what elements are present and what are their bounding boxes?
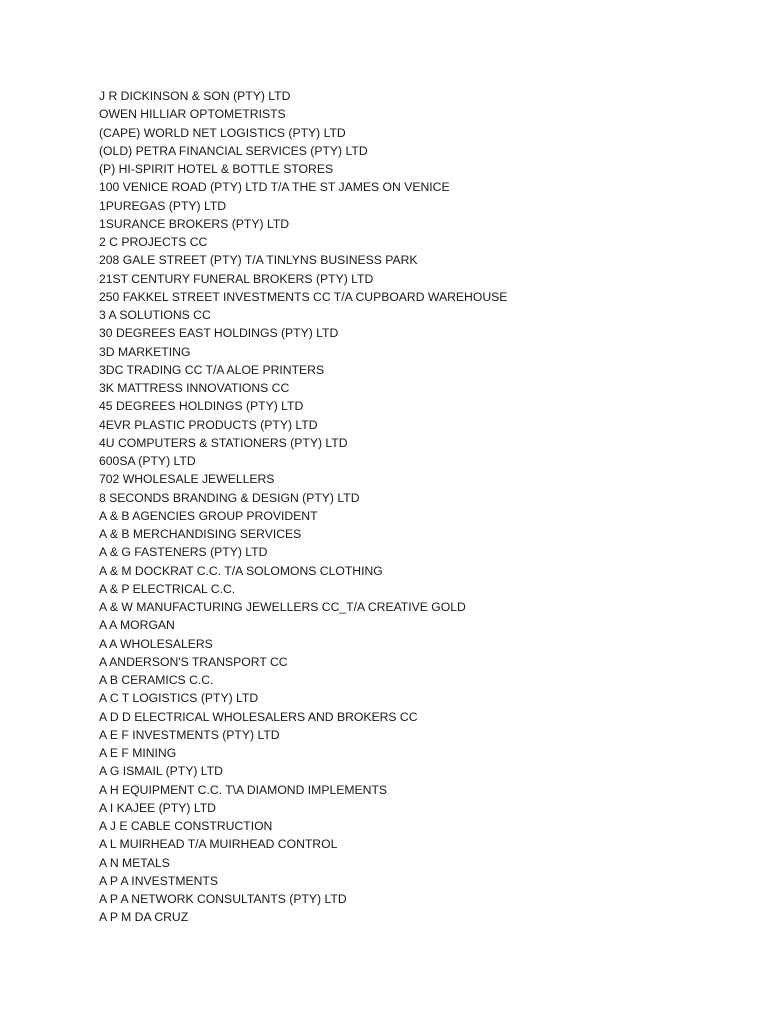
company-list-item: A & M DOCKRAT C.C. T/A SOLOMONS CLOTHING xyxy=(99,563,383,578)
company-list-item: A P A INVESTMENTS xyxy=(99,873,218,888)
company-list-item: 2 C PROJECTS CC xyxy=(99,235,208,249)
company-list-item: A A WHOLESALERS xyxy=(99,636,213,651)
company-list-item: 45 DEGREES HOLDINGS (PTY) LTD xyxy=(99,399,304,414)
company-list-item: 702 WHOLESALE JEWELLERS xyxy=(99,472,275,487)
company-list-item: A E F MINING xyxy=(99,746,177,760)
company-list-item: 3DC TRADING CC T/A ALOE PRINTERS xyxy=(99,362,325,377)
company-list-item: 3D MARKETING xyxy=(99,344,191,359)
company-list-item: (CAPE) WORLD NET LOGISTICS (PTY) LTD xyxy=(99,125,346,140)
company-list-item: A & B AGENCIES GROUP PROVIDENT xyxy=(99,508,318,523)
company-list-item: A J E CABLE CONSTRUCTION xyxy=(99,819,273,833)
company-list-item: A & B MERCHANDISING SERVICES xyxy=(99,527,302,541)
company-list-item: 30 DEGREES EAST HOLDINGS (PTY) LTD xyxy=(99,326,339,341)
company-list-item: A P M DA CRUZ xyxy=(99,910,189,925)
company-list-item: J R DICKINSON & SON (PTY) LTD xyxy=(99,89,291,103)
company-list-item: 4EVR PLASTIC PRODUCTS (PTY) LTD xyxy=(99,417,318,432)
company-list-item: 4U COMPUTERS & STATIONERS (PTY) LTD xyxy=(99,435,348,450)
company-list-item: 208 GALE STREET (PTY) T/A TINLYNS BUSINESS PARK xyxy=(99,253,418,268)
company-list-item: A & W MANUFACTURING JEWELLERS CC_T/A CREATIVE GOLD xyxy=(99,600,466,614)
company-list-item: A L MUIRHEAD T/A MUIRHEAD CONTROL xyxy=(99,837,338,852)
company-list xyxy=(99,87,507,927)
company-list-item: 21ST CENTURY FUNERAL BROKERS (PTY) LTD xyxy=(99,271,374,286)
company-list-item: A ANDERSON'S TRANSPORT CC xyxy=(99,654,288,669)
company-list-item: 8 SECONDS BRANDING & DESIGN (PTY) LTD xyxy=(99,490,360,505)
company-list-item: 100 VENICE ROAD (PTY) LTD T/A THE ST JAMES ON VENICE xyxy=(99,180,450,195)
company-list-item: A G ISMAIL (PTY) LTD xyxy=(99,764,223,779)
company-list-item: 250 FAKKEL STREET INVESTMENTS CC T/A CUPBOARD WAREHOUSE xyxy=(99,289,508,304)
company-list-item: A H EQUIPMENT C.C. T\A DIAMOND IMPLEMENTS xyxy=(99,782,388,797)
company-list-item: A & G FASTENERS (PTY) LTD xyxy=(99,545,268,560)
company-list-item: OWEN HILLIAR OPTOMETRISTS xyxy=(99,107,286,122)
company-list-item: A E F INVESTMENTS (PTY) LTD xyxy=(99,727,280,742)
company-list-item: A P A NETWORK CONSULTANTS (PTY) LTD xyxy=(99,892,347,906)
company-list-item: 1PUREGAS (PTY) LTD xyxy=(99,198,227,213)
company-list-item: A C T LOGISTICS (PTY) LTD xyxy=(99,691,259,706)
company-list-item: A B CERAMICS C.C. xyxy=(99,673,214,687)
company-list-item: A & P ELECTRICAL C.C. xyxy=(99,581,236,596)
company-list-item: 1SURANCE BROKERS (PTY) LTD xyxy=(99,216,290,231)
company-list-item: A A MORGAN xyxy=(99,618,175,633)
company-list-item: (OLD) PETRA FINANCIAL SERVICES (PTY) LTD xyxy=(99,143,368,158)
company-list-item: A N METALS xyxy=(99,855,170,870)
company-list-item: 600SA (PTY) LTD xyxy=(99,454,196,468)
company-list-item: A D D ELECTRICAL WHOLESALERS AND BROKERS CC xyxy=(99,709,418,724)
company-list-item: (P) HI-SPIRIT HOTEL & BOTTLE STORES xyxy=(99,162,334,176)
company-list-item: A I KAJEE (PTY) LTD xyxy=(99,800,216,815)
company-list-item: 3 A SOLUTIONS CC xyxy=(99,308,211,322)
company-list-item: 3K MATTRESS INNOVATIONS CC xyxy=(99,381,290,395)
